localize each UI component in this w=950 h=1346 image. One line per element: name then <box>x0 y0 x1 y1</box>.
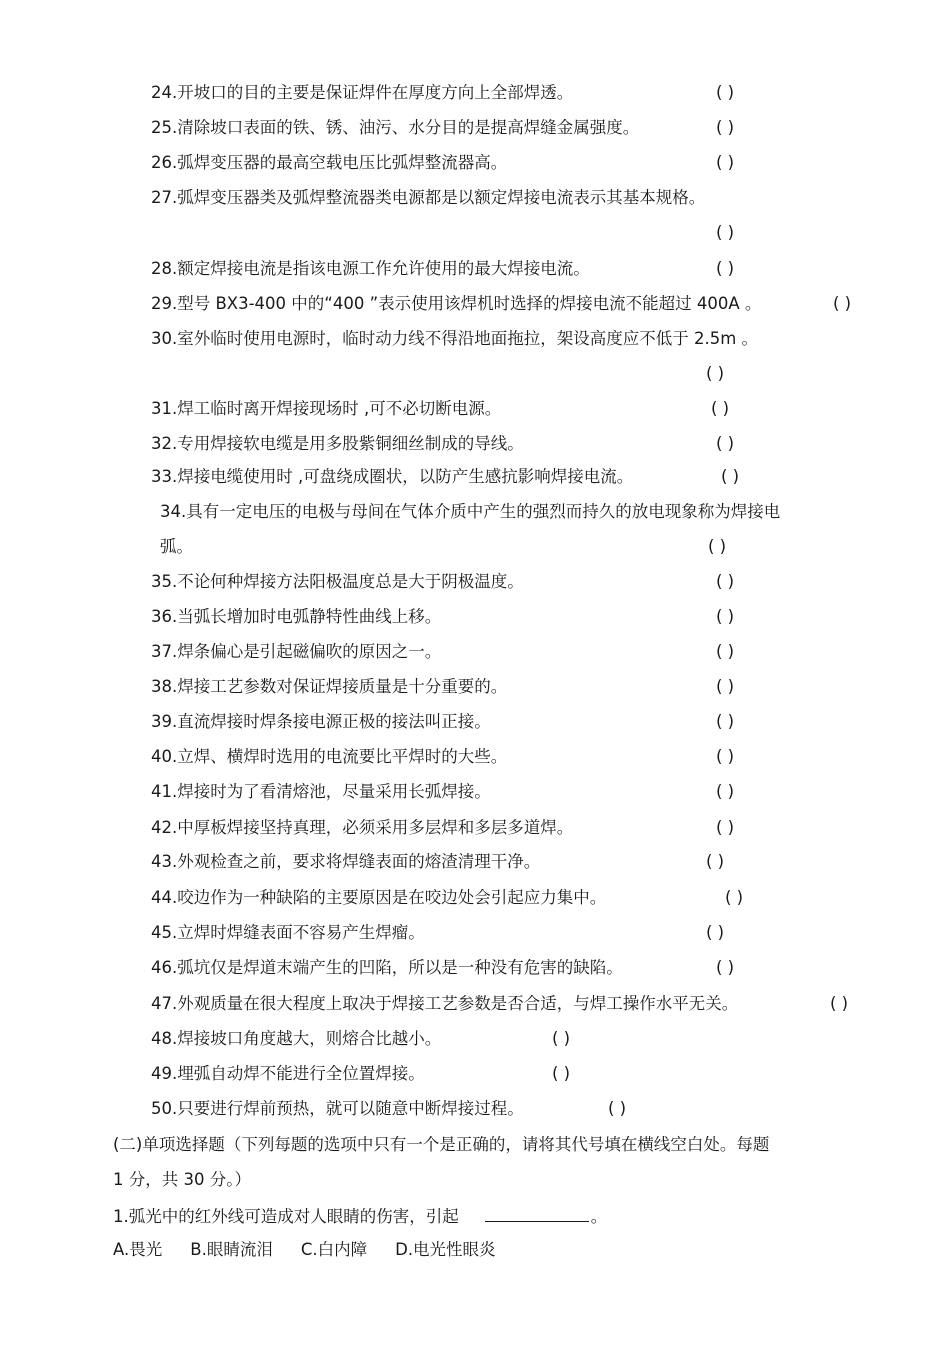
question-29: 29.型号 BX3-400 中的“400 ”表示使用该焊机时选择的焊接电流不能超过 400A 。 <box>151 294 762 313</box>
question-34: 34.具有一定电压的电极与母间在气体介质中产生的强烈而持久的放电现象称为焊接电 <box>160 502 781 521</box>
question-41: 41.焊接时为了看清熔池，尽量采用长弧焊接。 <box>151 782 491 801</box>
question-49: 49.埋弧自动焊不能进行全位置焊接。 <box>151 1064 425 1083</box>
question-24: 24.开坡口的目的主要是保证焊件在厚度方向上全部焊透。 <box>151 83 574 102</box>
question-42: 42.中厚板焊接坚持真理，必须采用多层焊和多层多道焊。 <box>151 818 574 837</box>
question-35: 35.不论何种焊接方法阳极温度总是大于阴极温度。 <box>151 572 524 591</box>
mc-question-1-stem: 1.弧光中的红外线可造成对人眼睛的伤害，引起 <box>113 1207 459 1226</box>
question-30: 30.室外临时使用电源时，临时动力线不得沿地面拖拉，架设高度应不低于 2.5m 。 <box>151 329 759 348</box>
question-28: 28.额定焊接电流是指该电源工作允许使用的最大焊接电流。 <box>151 259 590 278</box>
question-46: 46.弧坑仅是焊道末端产生的凹陷，所以是一种没有危害的缺陷。 <box>151 958 623 977</box>
question-25: 25.清除坡口表面的铁、锈、油污、水分目的是提高焊缝金属强度。 <box>151 118 640 137</box>
option-c: C.白内障 <box>300 1240 368 1259</box>
answer-paren-47[interactable]: ( ) <box>830 994 849 1013</box>
answer-paren-25[interactable]: ( ) <box>716 118 735 137</box>
question-38: 38.焊接工艺参数对保证焊接质量是十分重要的。 <box>151 677 508 696</box>
question-50: 50.只要进行焊前预热，就可以随意中断焊接过程。 <box>151 1099 524 1118</box>
answer-paren-26[interactable]: ( ) <box>716 153 735 172</box>
question-27: 27.弧焊变压器类及弧焊整流器类电源都是以额定焊接电流表示其基本规格。 <box>151 188 706 207</box>
question-48: 48.焊接坡口角度越大，则熔合比越小。 <box>151 1029 442 1048</box>
answer-paren-39[interactable]: ( ) <box>716 712 735 731</box>
answer-paren-49[interactable]: ( ) <box>552 1064 571 1083</box>
mc-question-1-end: 。 <box>590 1207 608 1226</box>
question-34-continuation: 弧。 <box>160 537 193 556</box>
answer-paren-35[interactable]: ( ) <box>716 572 735 591</box>
answer-paren-32[interactable]: ( ) <box>716 434 735 453</box>
answer-paren-42[interactable]: ( ) <box>716 818 735 837</box>
answer-paren-34[interactable]: ( ) <box>708 537 727 556</box>
answer-paren-27[interactable]: ( ) <box>716 223 735 242</box>
answer-paren-37[interactable]: ( ) <box>716 642 735 661</box>
answer-paren-33[interactable]: ( ) <box>721 467 740 486</box>
answer-paren-36[interactable]: ( ) <box>716 607 735 626</box>
question-32: 32.专用焊接软电缆是用多股紫铜细丝制成的导线。 <box>151 434 524 453</box>
option-b: B.眼睛流泪 <box>190 1240 273 1259</box>
answer-paren-44[interactable]: ( ) <box>725 888 744 907</box>
section-2-heading-cont: 1 分，共 30 分。） <box>113 1170 251 1189</box>
option-a: A.畏光 <box>113 1240 163 1259</box>
question-39: 39.直流焊接时焊条接电源正极的接法叫正接。 <box>151 712 491 731</box>
answer-paren-29[interactable]: ( ) <box>833 294 852 313</box>
question-36: 36.当弧长增加时电弧静特性曲线上移。 <box>151 607 442 626</box>
question-33: 33.焊接电缆使用时 ,可盘绕成圈状，以防产生感抗影响焊接电流。 <box>151 467 634 486</box>
question-44: 44.咬边作为一种缺陷的主要原因是在咬边处会引起应力集中。 <box>151 888 607 907</box>
answer-paren-46[interactable]: ( ) <box>716 958 735 977</box>
mc-question-1-options <box>113 1240 496 1260</box>
answer-paren-40[interactable]: ( ) <box>716 747 735 766</box>
question-37: 37.焊条偏心是引起磁偏吹的原因之一。 <box>151 642 442 661</box>
mc-question-1 <box>113 1205 607 1227</box>
answer-paren-43[interactable]: ( ) <box>706 852 725 871</box>
question-40: 40.立焊、横焊时选用的电流要比平焊时的大些。 <box>151 747 508 766</box>
question-31: 31.焊工临时离开焊接现场时 ,可不必切断电源。 <box>151 399 502 418</box>
answer-paren-50[interactable]: ( ) <box>608 1099 627 1118</box>
question-47: 47.外观质量在很大程度上取决于焊接工艺参数是否合适，与焊工操作水平无关。 <box>151 994 739 1013</box>
answer-paren-28[interactable]: ( ) <box>716 259 735 278</box>
answer-paren-24[interactable]: ( ) <box>716 83 735 102</box>
answer-paren-31[interactable]: ( ) <box>711 399 730 418</box>
answer-blank-1[interactable] <box>485 1205 589 1222</box>
question-43: 43.外观检查之前，要求将焊缝表面的熔渣清理干净。 <box>151 852 541 871</box>
question-26: 26.弧焊变压器的最高空载电压比弧焊整流器高。 <box>151 153 508 172</box>
answer-paren-48[interactable]: ( ) <box>552 1029 571 1048</box>
section-2-heading: (二)单项选择题（下列每题的选项中只有一个是正确的，请将其代号填在横线空白处。每题 <box>113 1135 770 1154</box>
option-d: D.电光性眼炎 <box>395 1240 496 1259</box>
question-45: 45.立焊时焊缝表面不容易产生焊瘤。 <box>151 923 425 942</box>
answer-paren-45[interactable]: ( ) <box>706 923 725 942</box>
answer-paren-41[interactable]: ( ) <box>716 782 735 801</box>
answer-paren-30[interactable]: ( ) <box>706 364 725 383</box>
answer-paren-38[interactable]: ( ) <box>716 677 735 696</box>
